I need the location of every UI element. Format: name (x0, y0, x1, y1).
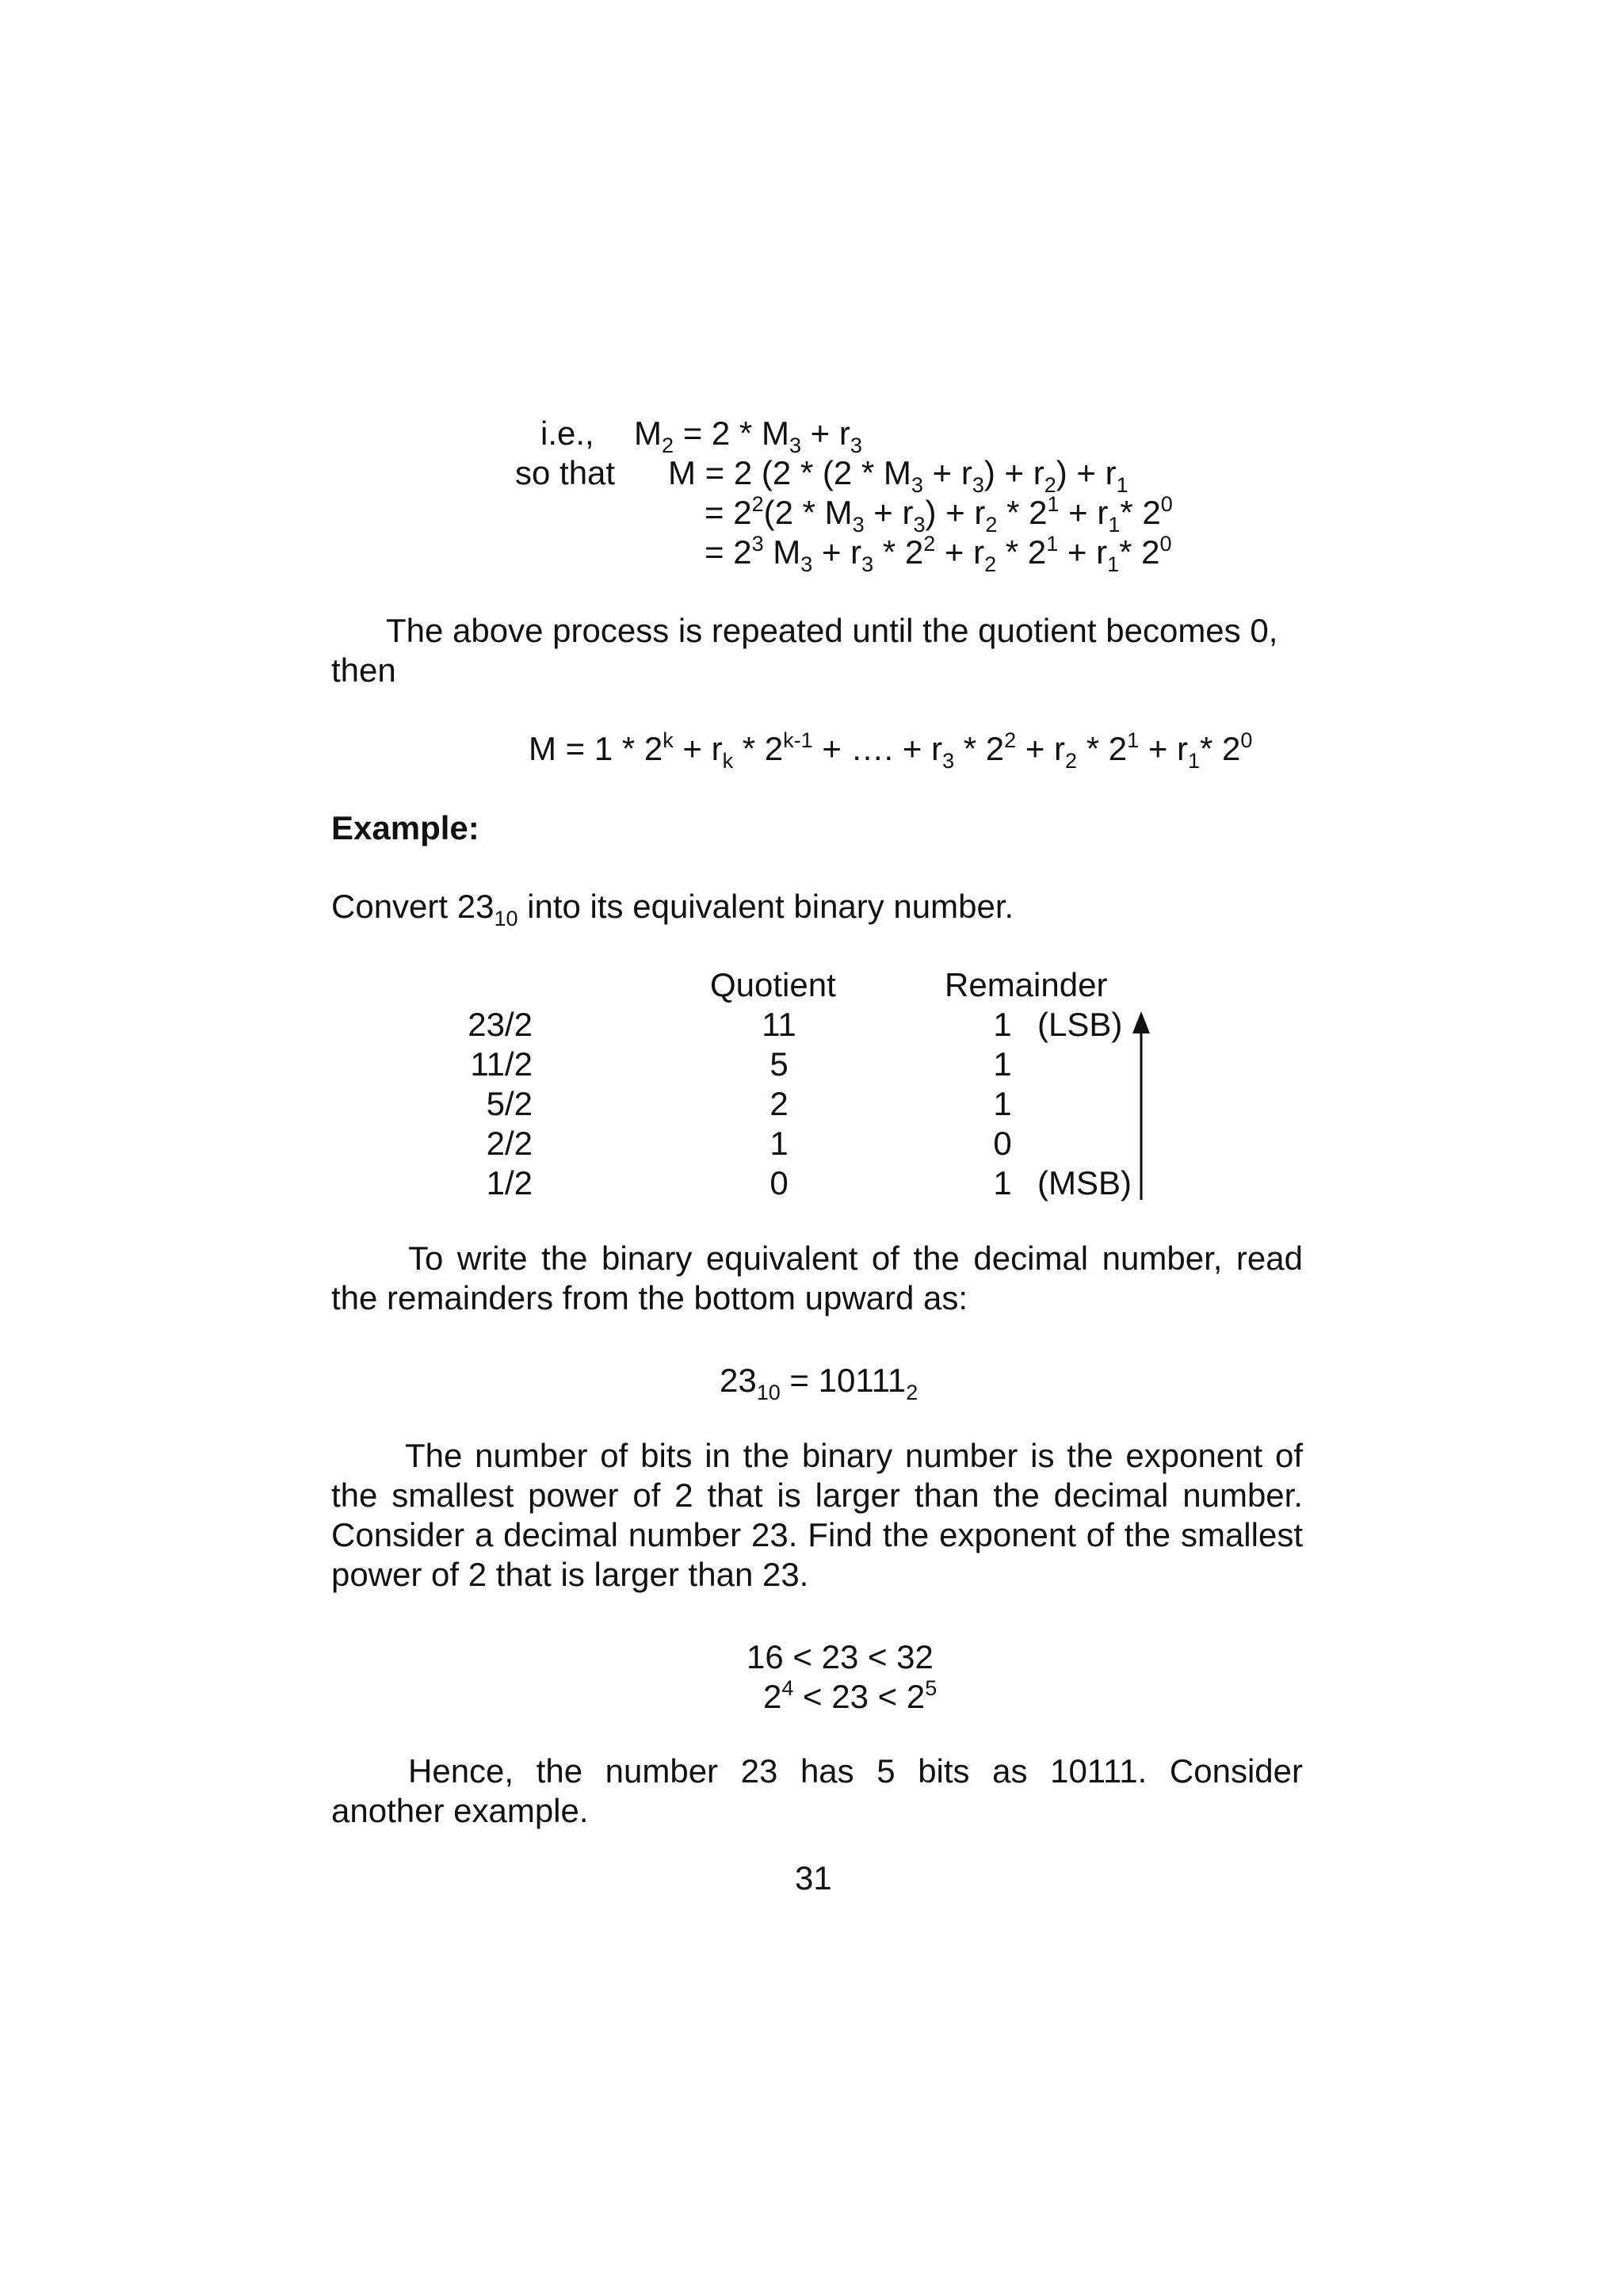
paragraph-4: Hence, the number 23 has 5 bits as 10111. Consider another example. (331, 1752, 1303, 1829)
label-ie: i.e., (540, 415, 594, 452)
division-cell: 23/2 (468, 1006, 533, 1043)
label-so-that: so that (515, 454, 616, 491)
remainder-cell: 0 (993, 1125, 1012, 1162)
remainder-cell: 1 (993, 1085, 1012, 1122)
equation-line-4: = $2^3$ $M_3 + r_3 * 2^2 + r_2 * 2^1 + r_1*$ $2^0$ (705, 532, 1172, 576)
inequality-2: $2^4 < 23 < 2^5$ (763, 1676, 938, 1715)
paragraph-3: The number of bits in the binary number is the exponent of the smallest power of 2 that is larger than the decimal number. Consider a decimal number 23. Find the exponent of the smallest power of 2 that is larger than 23. (331, 1437, 1303, 1593)
equation-line-3: = $2^2(2 * M_3 + r_3) + r_2 * 2^1 + r_1*$ $2^0$ (705, 492, 1173, 537)
lsb-tag: (LSB) (1037, 1006, 1123, 1043)
quotient-cell: 2 (769, 1085, 789, 1122)
quotient-cell: 5 (769, 1045, 789, 1083)
remainder-cell: 1 (993, 1006, 1012, 1043)
division-cell: 5/2 (486, 1085, 533, 1122)
binary-result: $23_{10} = 10111_2$ (720, 1362, 918, 1404)
general-formula: $M = 1 * 2^k + r_k * 2^{k-1}$ + …. + $r_3 * 2^2 + r_2 * 2^1 + r_1*$ $2^0$ (529, 728, 1253, 773)
paragraph-1-line-1: The above process is repeated until the quotient becomes 0, (386, 612, 1278, 649)
quotient-cell: 0 (769, 1164, 789, 1201)
division-cell: 2/2 (486, 1125, 533, 1162)
read-upward-arrow-icon (1125, 1010, 1157, 1200)
division-cell: 11/2 (470, 1045, 533, 1083)
equation-line-1: $M_2 = 2 * M_3 + r_3$ (634, 415, 862, 457)
remainder-cell: 1 (993, 1164, 1012, 1201)
inequality-1: 16 < 23 < 32 (747, 1638, 934, 1675)
convert-statement: Convert $23_{10}$ into its equivalent binary number. (331, 888, 1014, 930)
paragraph-2: To write the binary equivalent of the decimal number, read the remainders from the bottom upward as: (331, 1240, 1303, 1316)
page-number: 31 (795, 1859, 832, 1897)
example-heading: Example: (331, 809, 479, 846)
quotient-cell: 1 (769, 1125, 789, 1162)
remainder-cell: 1 (993, 1045, 1012, 1083)
header-remainder: Remainder (945, 966, 1108, 1003)
division-cell: 1/2 (486, 1164, 533, 1201)
quotient-cell: 11 (762, 1006, 796, 1043)
header-quotient: Quotient (710, 966, 836, 1003)
paragraph-1-line-2: then (331, 651, 396, 689)
equation-line-2: M = 2 $(2 * (2 * M_3 + r_3) + r_2) + r_1$ (668, 454, 1128, 497)
msb-tag: (MSB) (1037, 1164, 1132, 1201)
